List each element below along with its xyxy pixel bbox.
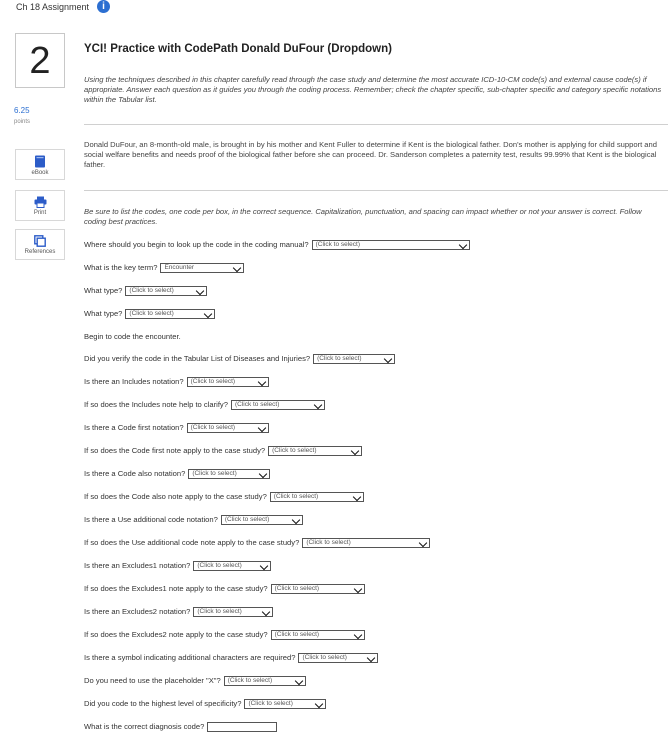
book-icon — [34, 155, 46, 168]
answer-dropdown[interactable] — [231, 400, 325, 410]
ebook-label: eBook — [31, 170, 49, 176]
question-title: YCI! Practice with CodePath Donald DuFour (Dropdown) — [84, 43, 392, 55]
printer-icon — [34, 196, 47, 208]
dropdown-value: (Click to select) — [190, 378, 236, 385]
question-row — [84, 560, 271, 572]
chevron-down-icon — [353, 493, 361, 501]
ebook-button[interactable] — [15, 149, 65, 180]
dropdown-value: (Click to select) — [302, 654, 347, 661]
answer-dropdown[interactable] — [160, 263, 244, 273]
dropdown-value: (Click to select) — [234, 401, 280, 408]
row-question: Is there a Use additional code notation? — [84, 515, 218, 524]
question-row — [84, 376, 269, 388]
question-row — [84, 422, 269, 434]
row-question: Is there a Code also notation? — [84, 469, 186, 478]
question-row — [84, 399, 325, 411]
question-row — [84, 583, 365, 595]
question-row — [84, 606, 273, 618]
answer-dropdown[interactable] — [271, 630, 365, 640]
dropdown-value: (Click to select) — [315, 241, 361, 248]
answer-dropdown[interactable] — [187, 423, 269, 433]
dropdown-value: (Click to select) — [224, 516, 270, 523]
row-question: If so does the Use additional code note apply to the case study? — [84, 538, 300, 547]
row-question: What is the correct diagnosis code? — [84, 722, 205, 731]
references-label: References — [24, 249, 56, 255]
question-row — [84, 629, 365, 641]
chevron-down-icon — [196, 287, 204, 295]
question-row — [84, 514, 303, 526]
row-question: Do you need to use the placeholder "X"? — [84, 676, 221, 685]
chevron-down-icon — [233, 264, 241, 272]
question-row — [84, 308, 215, 320]
row-question: What type? — [84, 286, 123, 295]
answer-dropdown[interactable] — [193, 607, 273, 617]
question-row — [84, 537, 430, 549]
answer-dropdown[interactable] — [268, 446, 362, 456]
question-row — [84, 285, 207, 297]
divider — [84, 190, 668, 191]
question-row — [84, 353, 395, 365]
question-row — [84, 675, 306, 687]
assignment-title: Ch 18 Assignment — [16, 2, 90, 12]
points-label: points — [14, 119, 31, 125]
row-question: Where should you begin to look up the code in the coding manual? — [84, 240, 309, 249]
chevron-down-icon — [367, 654, 375, 662]
row-question: What type? — [84, 309, 123, 318]
answer-dropdown[interactable] — [193, 561, 271, 571]
answer-dropdown[interactable] — [270, 492, 364, 502]
row-question: Is there an Excludes2 notation? — [84, 607, 191, 616]
chevron-down-icon — [419, 539, 427, 547]
print-label: Print — [33, 210, 47, 216]
diagnosis-code-input[interactable] — [207, 722, 277, 732]
answer-dropdown[interactable] — [312, 240, 470, 250]
dropdown-value: (Click to select) — [317, 355, 362, 362]
dropdown-value: (Click to select) — [273, 493, 319, 500]
instruction-note: Be sure to list the codes, one code per box, in the correct sequence. Capitalization, punctuation, and spacing can impact whether or not your answer is correct. Follow coding best practices. — [84, 207, 642, 226]
chevron-down-icon — [262, 608, 270, 616]
dropdown-value: (Click to select) — [306, 539, 351, 546]
chevron-down-icon — [204, 310, 212, 318]
dropdown-value: (Click to select) — [248, 700, 293, 707]
answer-dropdown[interactable] — [271, 584, 365, 594]
row-question: If so does the Includes note help to clarify? — [84, 400, 228, 409]
points-block — [14, 106, 30, 127]
row-question: If so does the Code first note apply to the case study? — [84, 446, 266, 455]
question-number: 2 — [15, 33, 65, 88]
row-question: Is there a Code first notation? — [84, 423, 184, 432]
answer-dropdown[interactable] — [244, 699, 326, 709]
answer-dropdown[interactable] — [187, 377, 269, 387]
divider — [84, 124, 668, 125]
question-row — [84, 652, 378, 664]
answer-dropdown[interactable] — [221, 515, 303, 525]
question-row — [84, 331, 181, 343]
answer-dropdown[interactable] — [125, 286, 207, 296]
dropdown-value: (Click to select) — [129, 310, 174, 317]
answer-dropdown[interactable] — [188, 469, 270, 479]
question-row — [84, 698, 326, 710]
chevron-down-icon — [384, 355, 392, 363]
chevron-down-icon — [458, 241, 466, 249]
row-question: Is there an Excludes1 notation? — [84, 561, 191, 570]
references-button[interactable] — [15, 229, 65, 260]
row-question: If so does the Excludes1 note apply to the case study? — [84, 584, 268, 593]
references-icon — [34, 235, 46, 247]
row-question: Begin to code the encounter. — [84, 332, 181, 341]
points-value: 6.25 — [14, 106, 30, 115]
chevron-down-icon — [259, 470, 267, 478]
dropdown-value: (Click to select) — [129, 287, 174, 294]
question-row — [84, 468, 270, 480]
answer-dropdown[interactable] — [313, 354, 395, 364]
dropdown-value: (Click to select) — [227, 677, 273, 684]
case-study-text: Donald DuFour, an 8-month-old male, is brought in by his mother and Kent Fuller to determine if Kent is the biological father. Don's mother is applying for child support and social welfare benefits and needs proof of the biological father before she can proceed. Dr. Sanderson completes a paternity test, results 99.99% that Kent is the biological father. — [84, 140, 657, 169]
instructions-text: Using the techniques described in this chapter carefully read through the case study and determine the most accurate ICD-10-CM code(s) and external cause code(s) if appropriate. Answer each question as it guides you through the coding process. Remember; check the chapter specific, sub-chapter specific and category specific notations within the Tabular list. — [84, 75, 662, 104]
print-button[interactable] — [15, 190, 65, 221]
question-row — [84, 721, 277, 733]
question-row — [84, 262, 244, 274]
answer-dropdown[interactable] — [125, 309, 215, 319]
chevron-down-icon — [315, 700, 323, 708]
question-row — [84, 491, 364, 503]
question-row — [84, 445, 362, 457]
dropdown-value: (Click to select) — [272, 447, 317, 454]
dropdown-value: Encounter — [164, 264, 195, 271]
chevron-down-icon — [351, 447, 359, 455]
chevron-down-icon — [353, 631, 361, 639]
dropdown-value: (Click to select) — [192, 470, 237, 477]
top-bar — [0, 0, 668, 16]
dropdown-value: (Click to select) — [190, 424, 236, 431]
answer-dropdown[interactable] — [298, 653, 378, 663]
dropdown-value: (Click to select) — [274, 631, 320, 638]
question-row — [84, 239, 470, 251]
chevron-down-icon — [353, 585, 361, 593]
row-question: Did you verify the code in the Tabular List of Diseases and Injuries? — [84, 354, 311, 363]
chevron-down-icon — [292, 516, 300, 524]
chevron-down-icon — [260, 562, 268, 570]
row-question: If so does the Code also note apply to the case study? — [84, 492, 267, 501]
info-icon[interactable]: i — [97, 0, 110, 13]
row-question: If so does the Excludes2 note apply to the case study? — [84, 630, 268, 639]
answer-dropdown[interactable] — [302, 538, 430, 548]
dropdown-value: (Click to select) — [197, 562, 242, 569]
row-question: Is there a symbol indicating additional characters are required? — [84, 653, 296, 662]
row-question: What is the key term? — [84, 263, 158, 272]
row-question: Did you code to the highest level of specificity? — [84, 699, 242, 708]
dropdown-value: (Click to select) — [274, 585, 320, 592]
chevron-down-icon — [314, 401, 322, 409]
chevron-down-icon — [257, 424, 265, 432]
chevron-down-icon — [257, 378, 265, 386]
row-question: Is there an Includes notation? — [84, 377, 184, 386]
answer-dropdown[interactable] — [224, 676, 306, 686]
dropdown-value: (Click to select) — [197, 608, 242, 615]
chevron-down-icon — [294, 677, 302, 685]
